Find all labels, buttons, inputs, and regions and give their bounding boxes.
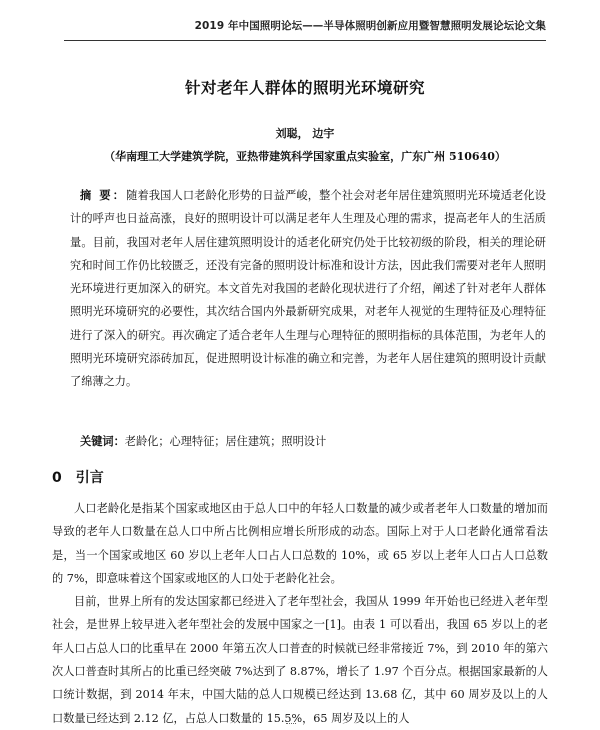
paper-title: 针对老年人群体的照明光环境研究 — [184, 79, 425, 97]
keywords — [80, 433, 546, 449]
abstract-label: 摘 要： — [80, 189, 127, 202]
section-body — [52, 497, 548, 730]
page-footer-mark — [286, 723, 296, 726]
keywords-label: 关键词： — [80, 435, 125, 448]
paper-authors: 刘聪， 边宇 — [275, 127, 335, 140]
section-number: 0 — [52, 470, 62, 486]
body-paragraph: 人口老龄化是指某个国家或地区由于总人口中的年轻人口数量的减少或者老年人口数量的增加而导致的老年人口数量在总人口中所占比例相应增长所形成的动态。国际上对于人口老龄化通常看法是，当一个国家或地区 60 岁以上老年人口占人口总数的 10%，或 65 岁以上老年人口占人口总数的 7%，即意味着这个国家或地区的人口处于老龄化社会。 — [52, 502, 548, 585]
abstract-text: 随着我国人口老龄化形势的日益严峻，整个社会对老年居住建筑照明光环境适老化设计的呼声也日益高涨，良好的照明设计可以满足老年人生理及心理的需求，提高老年人的生活质量。目前，我国对老年人居住建筑照明设计的适老化研究仍处于比较初级的阶段，相关的理论研究和时间工作仍比较匮乏，还没有完备的照明设计标准和设计方法，因此我们需要对老年人照明光环境进行更加深入的研究。本文首先对我国的老龄化现状进行了介绍，阐述了针对老年人群体照明光环境研究的必要性，其次结合国内外最新研究成果，对老年人视觉的生理特征及心理特征进行了深入的研究。再次确定了适合老年人生理与心理特征的照明指标的具体范围，为老年人的照明光环境研究添砖加瓦，促进照明设计标准的确立和完善，为老年人居住建筑的照明设计贡献了绵薄之力。 — [70, 189, 546, 389]
section-heading — [52, 467, 104, 487]
header-divider — [64, 40, 546, 41]
section-title: 引言 — [75, 470, 104, 486]
body-paragraph: 目前，世界上所有的发达国家都已经进入了老年型社会，我国从 1999 年开始也已经进入老年型社会，是世界上较早进入老年型社会的发展中国家之一[1]。由表 1 可以看出，我国 65 岁以上的老年人口占总人口的比重早在 2000 年第五次人口普查的时候就已经非常接近 7%，到 2010 年的第六次人口普查时其所占的比重已经突破 7%达到了 8.87%，增长了 1.97 个百分点。根据国家最新的人口统计数据，到 2014 年末，中国大陆的总人口规模已经达到 13.68 亿，其中 60 周岁及以上的人口数量已经达到 2.12 亿，占总人口数量的 15.5%，65 周岁及以上的人 — [52, 595, 548, 725]
abstract — [70, 184, 546, 394]
paper-affiliation: （华南理工大学建筑学院，亚热带建筑科学国家重点实验室，广东广州 510640） — [104, 150, 506, 163]
keywords-text: 老龄化；心理特征；居住建筑；照明设计 — [124, 435, 327, 448]
running-header: 2019 年中国照明论坛——半导体照明创新应用暨智慧照明发展论坛论文集 — [194, 20, 546, 32]
